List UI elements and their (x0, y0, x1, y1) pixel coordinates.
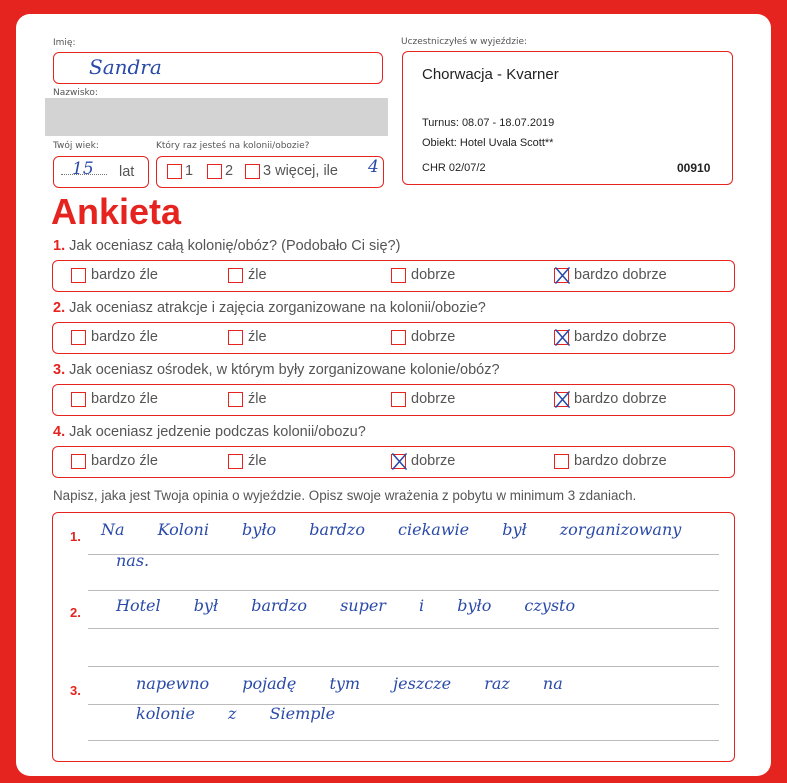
question-4 (53, 424, 366, 440)
rating-option[interactable] (554, 267, 667, 283)
question-number: 4. (53, 424, 66, 440)
rating-option[interactable] (391, 267, 455, 283)
option-label: bardzo źle (91, 391, 158, 407)
times-value: 4 (368, 157, 379, 177)
trip-turnus: Turnus: 08.07 - 18.07.2019 (422, 117, 555, 129)
option-label: źle (248, 391, 267, 407)
rating-option[interactable] (71, 267, 158, 283)
handwritten-answer: Na Koloni było bardzo ciekawie był zorganizowany (101, 520, 682, 539)
handwritten-answer-continued: kolonie z Siemple (136, 704, 336, 723)
checkbox[interactable] (71, 330, 86, 345)
checkbox[interactable] (71, 268, 86, 283)
answer-row-4 (52, 446, 735, 478)
answer-row-3 (52, 384, 735, 416)
option-label: bardzo dobrze (574, 329, 667, 345)
option-label: źle (248, 267, 267, 283)
question-text: Jak oceniasz całą kolonię/obóz? (Podobało Ci się?) (69, 238, 401, 254)
trip-obiekt: Obiekt: Hotel Uvala Scott** (422, 137, 554, 149)
trip-label: Uczestniczyłeś w wyjeździe: (401, 37, 528, 47)
writing-line (88, 666, 719, 667)
checked-checkbox[interactable] (554, 268, 569, 283)
answer-row-1 (52, 260, 735, 292)
option-label: bardzo dobrze (574, 453, 667, 469)
age-value: 15 (72, 159, 94, 179)
opinion-line-number: 1. (70, 529, 81, 544)
opinion-line-number: 3. (70, 683, 81, 698)
opinion-prompt: Napisz, jaka jest Twoja opinia o wyjeździe. Opisz swoje wrażenia z pobytu w minimum 3 zdaniach. (53, 488, 637, 503)
survey-title: Ankieta (51, 191, 182, 232)
writing-line (88, 590, 719, 591)
writing-line (88, 740, 719, 741)
rating-option[interactable] (228, 267, 267, 283)
times-label: Który raz jesteś na kolonii/obozie? (156, 141, 310, 151)
trip-code: CHR 02/07/2 (422, 162, 486, 174)
checkbox[interactable] (71, 454, 86, 469)
checkbox[interactable] (228, 330, 243, 345)
trip-destination: Chorwacja - Kvarner (422, 66, 559, 83)
checkbox[interactable] (167, 164, 182, 179)
option-label: dobrze (411, 329, 456, 345)
handwritten-answer: Hotel był bardzo super i było czysto (116, 596, 576, 615)
handwritten-answer-continued: nas. (116, 551, 150, 570)
option-label: bardzo źle (91, 453, 158, 469)
checkbox[interactable] (391, 392, 406, 407)
opinion-line-number: 2. (70, 605, 81, 620)
answer-row-2 (52, 322, 735, 354)
rating-option[interactable] (391, 453, 455, 469)
age-label: Twój wiek: (53, 141, 99, 151)
handwritten-answer: napewno pojadę tym jeszcze raz na (136, 674, 563, 693)
rating-option[interactable] (554, 329, 667, 345)
checkbox[interactable] (207, 164, 222, 179)
option-label: bardzo dobrze (574, 267, 667, 283)
checkbox[interactable] (228, 268, 243, 283)
checkbox[interactable] (228, 454, 243, 469)
rating-option[interactable] (228, 453, 267, 469)
option-label: bardzo źle (91, 329, 158, 345)
question-1 (53, 238, 400, 254)
question-text: Jak oceniasz atrakcje i zajęcia zorganizowane na kolonii/obozie? (69, 300, 486, 316)
rating-option[interactable] (391, 329, 455, 345)
question-number: 3. (53, 362, 66, 378)
redacted-surname (45, 98, 388, 136)
checkbox[interactable] (554, 454, 569, 469)
name-value: Sandra (89, 55, 162, 79)
rating-option[interactable] (228, 329, 267, 345)
surname-label: Nazwisko: (53, 88, 98, 98)
age-unit: lat (119, 164, 135, 180)
question-number: 2. (53, 300, 66, 316)
option-label: źle (248, 329, 267, 345)
option-label: dobrze (411, 391, 456, 407)
times-option-1[interactable]: 1 (167, 163, 193, 179)
times-option-2[interactable]: 2 (207, 163, 233, 179)
writing-line (88, 554, 719, 555)
checkbox[interactable] (391, 268, 406, 283)
option-label: dobrze (411, 267, 456, 283)
checkbox[interactable] (228, 392, 243, 407)
question-text: Jak oceniasz ośrodek, w którym były zorganizowane kolonie/obóz? (69, 362, 500, 378)
writing-line (88, 628, 719, 629)
times-field (156, 156, 384, 188)
question-2 (53, 300, 486, 316)
question-number: 1. (53, 238, 66, 254)
rating-option[interactable] (554, 391, 667, 407)
checked-checkbox[interactable] (554, 392, 569, 407)
rating-option[interactable] (71, 329, 158, 345)
checked-checkbox[interactable] (391, 454, 406, 469)
option-label: bardzo dobrze (574, 391, 667, 407)
option-label: bardzo źle (91, 267, 158, 283)
checkbox[interactable] (391, 330, 406, 345)
name-label: Imię: (53, 38, 76, 48)
age-field[interactable] (53, 156, 149, 188)
question-3 (53, 362, 500, 378)
trip-number: 00910 (677, 161, 711, 175)
checkbox[interactable] (245, 164, 260, 179)
checkbox[interactable] (71, 392, 86, 407)
times-option-3[interactable]: 3 więcej, ile (245, 163, 338, 179)
rating-option[interactable] (71, 453, 158, 469)
option-label: dobrze (411, 453, 456, 469)
checked-checkbox[interactable] (554, 330, 569, 345)
rating-option[interactable] (228, 391, 267, 407)
name-field[interactable] (53, 52, 383, 84)
option-label: źle (248, 453, 267, 469)
rating-option[interactable] (71, 391, 158, 407)
opinion-box[interactable] (52, 512, 735, 762)
trip-box (402, 51, 733, 185)
rating-option[interactable] (554, 453, 667, 469)
question-text: Jak oceniasz jedzenie podczas kolonii/obozu? (69, 424, 366, 440)
rating-option[interactable] (391, 391, 455, 407)
survey-sheet (16, 14, 771, 776)
